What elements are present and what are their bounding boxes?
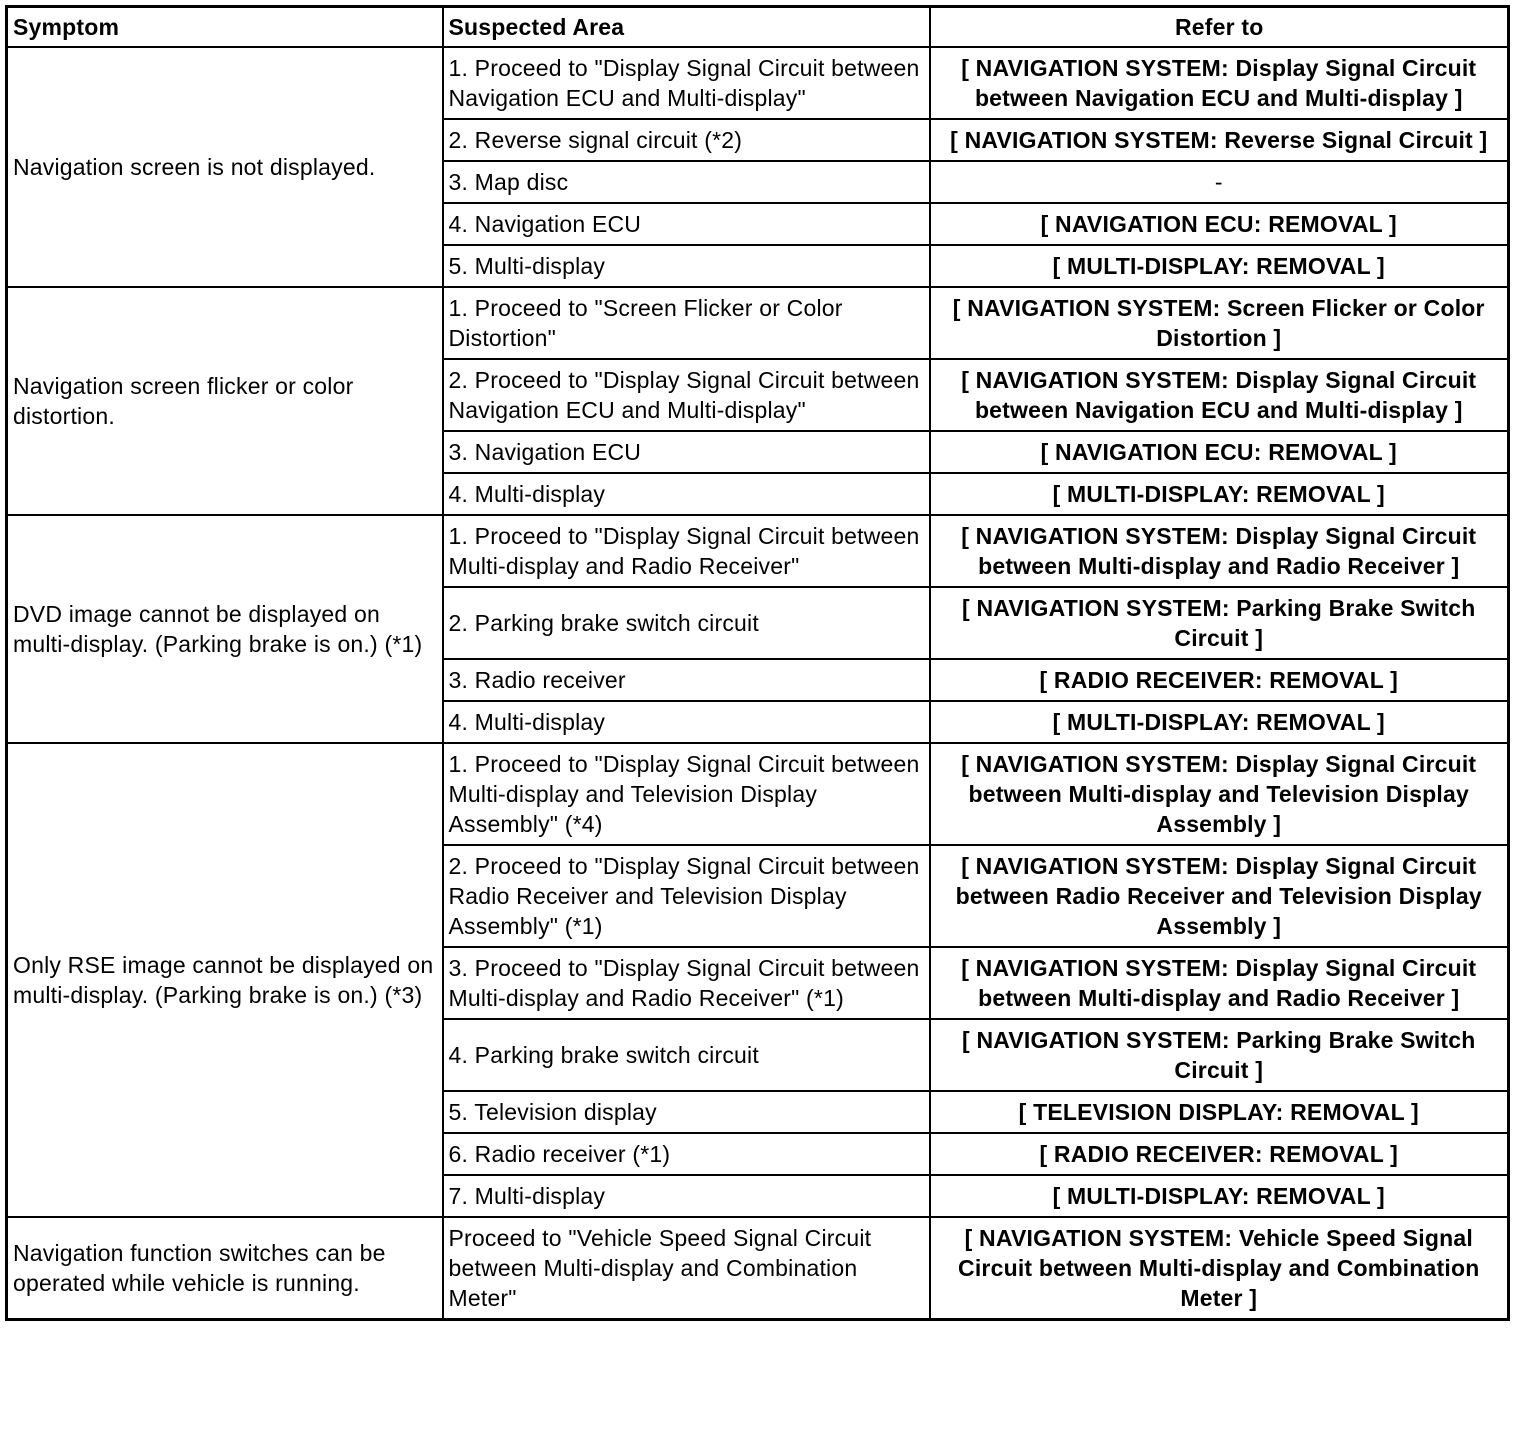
refer-link[interactable]: [ MULTI-DISPLAY: REMOVAL ] [930,1175,1509,1217]
suspected-area-cell: 6. Radio receiver (*1) [443,1133,930,1175]
suspected-area-cell: 2. Parking brake switch circuit [443,587,930,659]
symptom-cell: DVD image cannot be displayed on multi-display. (Parking brake is on.) (*1) [7,515,443,743]
suspected-area-cell: Proceed to "Vehicle Speed Signal Circuit between Multi-display and Combination Meter" [443,1217,930,1320]
suspected-area-cell: 2. Proceed to "Display Signal Circuit between Radio Receiver and Television Display Assembly" (*1) [443,845,930,947]
refer-link[interactable]: [ MULTI-DISPLAY: REMOVAL ] [930,701,1509,743]
symptom-cell: Navigation function switches can be operated while vehicle is running. [7,1217,443,1320]
refer-dash: - [930,161,1509,203]
refer-link[interactable]: [ NAVIGATION SYSTEM: Parking Brake Switch Circuit ] [930,587,1509,659]
suspected-area-cell: 3. Navigation ECU [443,431,930,473]
refer-link[interactable]: [ RADIO RECEIVER: REMOVAL ] [930,659,1509,701]
suspected-area-cell: 3. Radio receiver [443,659,930,701]
header-row [7,7,1509,48]
symptom-table [5,5,1510,1321]
header-refer-to: Refer to [930,7,1509,48]
refer-link[interactable]: [ NAVIGATION SYSTEM: Display Signal Circuit between Multi-display and Television Display Assembly ] [930,743,1509,845]
symptom-cell: Only RSE image cannot be displayed on multi-display. (Parking brake is on.) (*3) [7,743,443,1217]
header-suspected-area: Suspected Area [443,7,930,48]
table-row [7,1217,1509,1320]
symptom-table-container [5,5,1510,1321]
refer-link[interactable]: [ NAVIGATION SYSTEM: Display Signal Circuit between Multi-display and Radio Receiver ] [930,947,1509,1019]
refer-link[interactable]: [ NAVIGATION SYSTEM: Display Signal Circuit between Navigation ECU and Multi-display ] [930,359,1509,431]
suspected-area-cell: 7. Multi-display [443,1175,930,1217]
refer-link[interactable]: [ MULTI-DISPLAY: REMOVAL ] [930,245,1509,287]
refer-link[interactable]: [ NAVIGATION SYSTEM: Display Signal Circuit between Navigation ECU and Multi-display ] [930,47,1509,119]
table-row [7,287,1509,359]
header-symptom: Symptom [7,7,443,48]
table-row [7,515,1509,587]
refer-link[interactable]: [ NAVIGATION SYSTEM: Parking Brake Switch Circuit ] [930,1019,1509,1091]
refer-link[interactable]: [ NAVIGATION ECU: REMOVAL ] [930,431,1509,473]
suspected-area-cell: 3. Map disc [443,161,930,203]
suspected-area-cell: 5. Television display [443,1091,930,1133]
symptom-cell: Navigation screen is not displayed. [7,47,443,287]
suspected-area-cell: 1. Proceed to "Display Signal Circuit between Multi-display and Television Display Assembly" (*4) [443,743,930,845]
refer-link[interactable]: [ MULTI-DISPLAY: REMOVAL ] [930,473,1509,515]
suspected-area-cell: 2. Proceed to "Display Signal Circuit between Navigation ECU and Multi-display" [443,359,930,431]
suspected-area-cell: 3. Proceed to "Display Signal Circuit between Multi-display and Radio Receiver" (*1) [443,947,930,1019]
suspected-area-cell: 1. Proceed to "Display Signal Circuit between Multi-display and Radio Receiver" [443,515,930,587]
suspected-area-cell: 4. Parking brake switch circuit [443,1019,930,1091]
suspected-area-cell: 1. Proceed to "Display Signal Circuit between Navigation ECU and Multi-display" [443,47,930,119]
refer-link[interactable]: [ NAVIGATION SYSTEM: Vehicle Speed Signal Circuit between Multi-display and Combination Meter ] [930,1217,1509,1320]
table-row [7,47,1509,119]
suspected-area-cell: 4. Navigation ECU [443,203,930,245]
suspected-area-cell: 2. Reverse signal circuit (*2) [443,119,930,161]
suspected-area-cell: 4. Multi-display [443,473,930,515]
suspected-area-cell: 4. Multi-display [443,701,930,743]
refer-link[interactable]: [ RADIO RECEIVER: REMOVAL ] [930,1133,1509,1175]
refer-link[interactable]: [ NAVIGATION SYSTEM: Display Signal Circuit between Radio Receiver and Television Display Assembly ] [930,845,1509,947]
table-row [7,743,1509,845]
refer-link[interactable]: [ NAVIGATION SYSTEM: Display Signal Circuit between Multi-display and Radio Receiver ] [930,515,1509,587]
refer-link[interactable]: [ NAVIGATION SYSTEM: Reverse Signal Circuit ] [930,119,1509,161]
refer-link[interactable]: [ NAVIGATION ECU: REMOVAL ] [930,203,1509,245]
suspected-area-cell: 5. Multi-display [443,245,930,287]
suspected-area-cell: 1. Proceed to "Screen Flicker or Color Distortion" [443,287,930,359]
refer-link[interactable]: [ NAVIGATION SYSTEM: Screen Flicker or Color Distortion ] [930,287,1509,359]
symptom-cell: Navigation screen flicker or color distortion. [7,287,443,515]
refer-link[interactable]: [ TELEVISION DISPLAY: REMOVAL ] [930,1091,1509,1133]
